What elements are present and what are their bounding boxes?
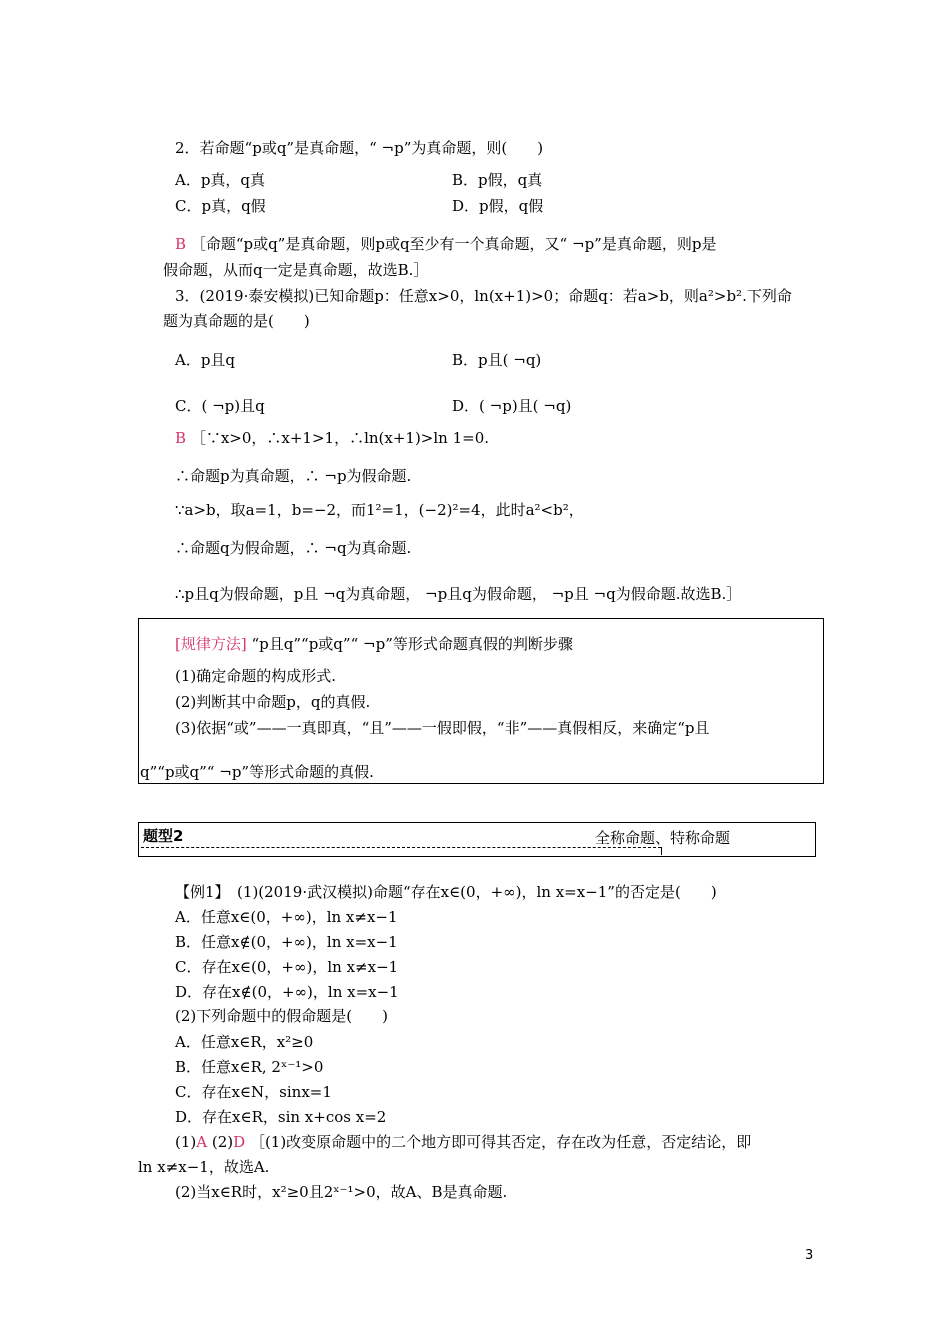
q3-exp1: ［∵x>0，∴x+1>1，∴ln(x+1)>ln 1=0. [190, 429, 490, 447]
topic-label: 题型2 [143, 827, 184, 845]
q2-answer: B [175, 235, 187, 253]
q3-option-b: B．p且( ¬q) [452, 351, 542, 369]
ex1-exp3: (2)当x∈R时，x²≥0且2ˣ⁻¹>0，故A、B是真命题. [175, 1183, 508, 1201]
q3-option-d: D．( ¬p)且( ¬q) [452, 397, 572, 415]
ex1-stem2: (2)下列命题中的假命题是( ) [175, 1007, 388, 1025]
ex1-option-c: C．存在x∈(0，+∞)，ln x≠x−1 [175, 958, 399, 976]
q3-option-c: C．( ¬p)且q [175, 397, 265, 415]
q2-option-b: B．p假，q真 [452, 171, 543, 189]
topic-divider-end [661, 847, 662, 855]
q3-option-a: A．p且q [175, 351, 236, 369]
q3-stem2: 题为真命题的是( ) [163, 312, 310, 330]
q2-option-a: A．p真，q真 [175, 171, 266, 189]
method-step2: (2)判断其中命题p，q的真假. [175, 693, 371, 711]
page-number: 3 [805, 1248, 814, 1263]
q2-explanation-line1 [175, 234, 716, 254]
ex1-stem: 【例1】 (1)(2019·武汉模拟)命题“存在x∈(0，+∞)，ln x=x−1”的否定是( ) [175, 883, 717, 901]
method-step1: (1)确定命题的构成形式. [175, 667, 337, 685]
q3-exp2: ∴命题p为真命题，∴ ¬p为假命题. [175, 467, 412, 485]
q3-exp5: ∴p且q为假命题，p且 ¬q为真命题， ¬p且q为假命题， ¬p且 ¬q为假命题.故选B.］ [175, 585, 742, 603]
q2-option-d: D．p假，q假 [452, 197, 544, 215]
q3-exp3: ∵a>b，取a=1，b=−2，而1²=1，(−2)²=4，此时a²<b²， [175, 501, 584, 519]
ex1-exp2: ln x≠x−1，故选A. [138, 1158, 270, 1176]
topic-divider [141, 847, 661, 848]
q2-exp2: 假命题，从而q一定是真命题，故选B.］ [163, 261, 429, 279]
q2-exp1: ［命题“p或q”是真命题，则p或q至少有一个真命题，又“ ¬p”是真命题，则p是 [190, 235, 717, 253]
ex1-option-d2: D．存在x∈R，sin x+cos x=2 [175, 1108, 387, 1126]
ex1-answer2: D [233, 1133, 246, 1151]
method-step3b: q”“p或q”“ ¬p”等形式命题的真假. [140, 763, 374, 781]
method-step3a: (3)依据“或”——一真即真，“且”——一假即假，“非”——真假相反，来确定“p且 [175, 719, 710, 737]
ex1-option-c2: C．存在x∈N，sinx=1 [175, 1083, 332, 1101]
ex1-option-d: D．存在x∉(0，+∞)，ln x=x−1 [175, 983, 399, 1001]
q3-explanation-line1 [175, 428, 489, 448]
ex1-option-a2: A．任意x∈R，x²≥0 [175, 1033, 314, 1051]
ex1-answer-line [175, 1132, 751, 1152]
ex1-answer1: A [196, 1133, 208, 1151]
ex1-exp1: ［(1)改变原命题中的二个地方即可得其否定，存在改为任意，否定结论，即 [249, 1133, 752, 1151]
method-title: [规律方法] [175, 635, 247, 653]
q2-option-c: C．p真，q假 [175, 197, 266, 215]
q2-stem: 2．若命题“p或q”是真命题，“ ¬p”为真命题，则( ) [175, 139, 544, 157]
method-intro: “p且q”“p或q”“ ¬p”等形式命题真假的判断步骤 [251, 635, 573, 653]
ex1-option-b2: B．任意x∈R, 2ˣ⁻¹>0 [175, 1058, 324, 1076]
method-heading [175, 634, 573, 654]
q3-stem1: 3．(2019·泰安模拟)已知命题p：任意x>0，ln(x+1)>0；命题q：若a>b，则a²>b².下列命 [175, 287, 792, 305]
ex1-ans-prefix1: (1) [175, 1133, 197, 1151]
ex1-option-a: A．任意x∈(0，+∞)，ln x≠x−1 [175, 908, 398, 926]
ex1-ans-prefix2: (2) [211, 1133, 234, 1151]
ex1-option-b: B．任意x∉(0，+∞)，ln x=x−1 [175, 933, 398, 951]
topic-title: 全称命题、特称命题 [595, 829, 731, 847]
topic-header [138, 822, 816, 857]
q3-answer: B [175, 429, 187, 447]
q3-exp4: ∴命题q为假命题，∴ ¬q为真命题. [175, 539, 412, 557]
